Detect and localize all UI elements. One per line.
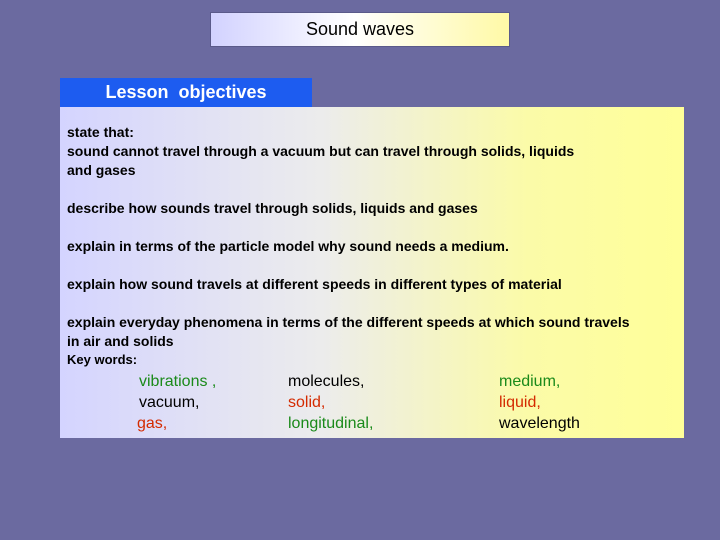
objective-5: explain everyday phenomena in terms of the different speeds at which sound travels bbox=[67, 314, 630, 330]
key-words-row bbox=[60, 413, 684, 434]
key-word: solid, bbox=[288, 394, 326, 411]
key-words-label: Key words: bbox=[67, 352, 138, 367]
objectives-panel bbox=[60, 107, 684, 438]
key-word: liquid, bbox=[499, 394, 541, 411]
objective-1: sound cannot travel through a vacuum but can travel through solids, liquids bbox=[67, 143, 575, 159]
slide-title bbox=[210, 12, 510, 47]
key-words-grid bbox=[60, 371, 684, 434]
key-words-row bbox=[60, 371, 684, 392]
key-word: gas, bbox=[137, 415, 168, 432]
objective-5-cont: in air and solids bbox=[67, 333, 174, 349]
key-word: vacuum, bbox=[139, 394, 200, 411]
key-word: molecules, bbox=[288, 373, 365, 390]
key-word: medium, bbox=[499, 373, 561, 390]
objective-3: explain in terms of the particle model why sound needs a medium. bbox=[67, 238, 509, 254]
key-word: wavelength bbox=[499, 415, 580, 432]
objective-intro: state that: bbox=[67, 124, 134, 140]
key-word: longitudinal, bbox=[288, 415, 374, 432]
lesson-objectives-label: Lesson objectives bbox=[105, 82, 267, 102]
slide-title-text: Sound waves bbox=[305, 19, 415, 39]
objective-4: explain how sound travels at different speeds in different types of material bbox=[67, 276, 562, 292]
key-word: vibrations , bbox=[139, 373, 217, 390]
lesson-objectives-tab bbox=[60, 78, 312, 107]
key-words-row bbox=[60, 392, 684, 413]
objective-2: describe how sounds travel through solids, liquids and gases bbox=[67, 200, 478, 216]
objective-1-cont: and gases bbox=[67, 162, 136, 178]
